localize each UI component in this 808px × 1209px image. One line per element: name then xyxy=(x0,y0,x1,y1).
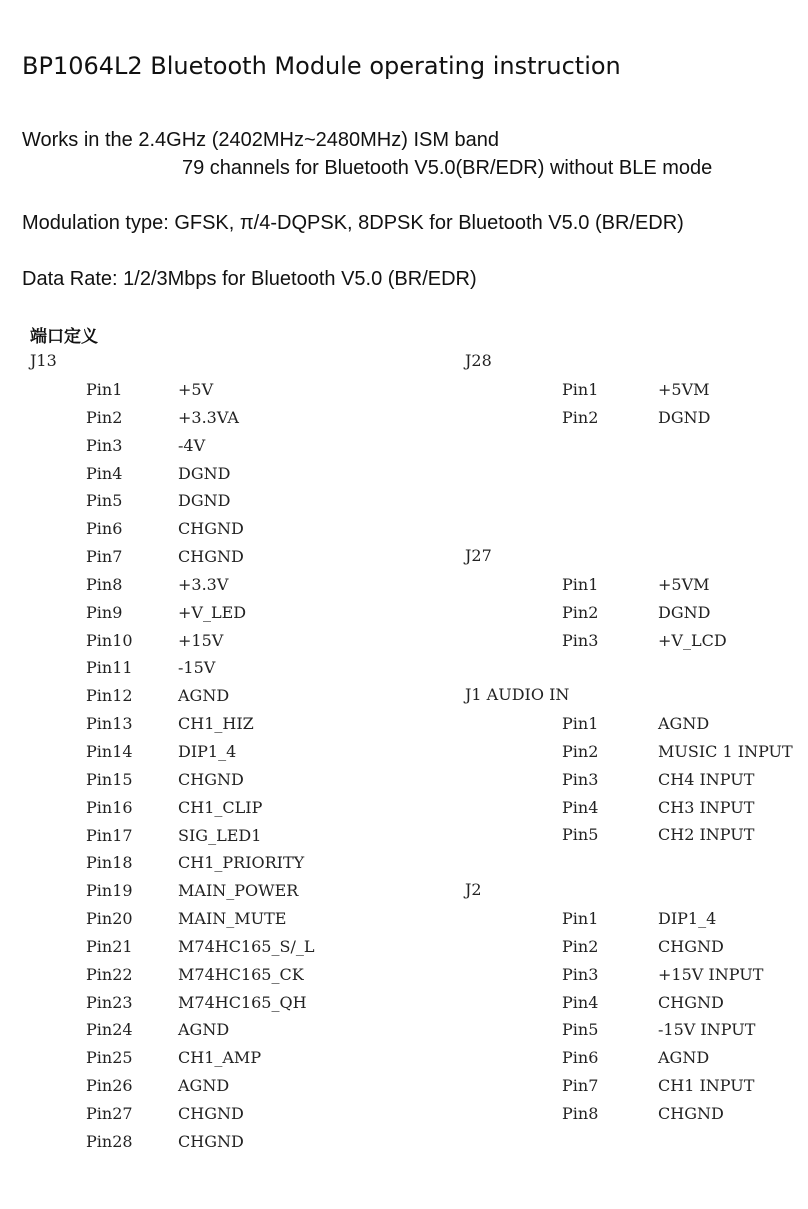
pin-row xyxy=(86,1044,406,1072)
pin-name: Pin27 xyxy=(86,1103,133,1123)
page-title: BP1064L2 Bluetooth Module operating instruction xyxy=(22,52,621,80)
pin-row xyxy=(86,822,406,850)
pin-signal: M74HC165_S/_L xyxy=(178,936,315,956)
pin-name: Pin1 xyxy=(562,380,599,399)
pin-row xyxy=(562,627,802,655)
pin-name: Pin18 xyxy=(86,853,133,873)
pin-name: Pin19 xyxy=(86,881,133,901)
pin-signal: AGND xyxy=(178,686,230,706)
pin-signal: +V_LCD xyxy=(658,630,727,650)
spec-channels: 79 channels for Bluetooth V5.0(BR/EDR) without BLE mode xyxy=(182,157,713,179)
pin-signal: +V_LED xyxy=(178,602,247,622)
pin-signal: -15V xyxy=(178,658,216,678)
pin-row xyxy=(562,738,802,766)
pin-signal: +3.3V xyxy=(178,574,229,594)
spec-band: Works in the 2.4GHz (2402MHz~2480MHz) ISM band xyxy=(22,129,500,151)
pin-name: Pin1 xyxy=(86,380,123,399)
pin-name: Pin3 xyxy=(562,630,599,650)
pin-row xyxy=(86,404,406,432)
pin-row xyxy=(86,543,406,571)
pin-name: Pin22 xyxy=(86,964,133,984)
pin-row xyxy=(562,599,802,627)
pin-signal: CHGND xyxy=(178,519,244,539)
pin-signal: CH1_PRIORITY xyxy=(178,853,305,873)
pin-row xyxy=(86,738,406,766)
pin-row xyxy=(86,515,406,543)
pin-signal: CHGND xyxy=(178,1103,244,1123)
pin-name: Pin4 xyxy=(86,463,123,483)
pin-name: Pin2 xyxy=(562,741,599,761)
pin-name: Pin16 xyxy=(86,797,133,817)
pin-row xyxy=(86,905,406,933)
pin-row xyxy=(86,654,406,682)
connector-label-j13: J13 xyxy=(30,351,57,370)
pin-signal: CH3 INPUT xyxy=(658,797,755,817)
pin-row xyxy=(562,961,802,989)
pin-row xyxy=(562,1072,802,1100)
pin-name: Pin8 xyxy=(562,1103,599,1123)
pin-signal: CHGND xyxy=(658,936,724,956)
pin-row xyxy=(86,877,406,905)
spec-modulation: Modulation type: GFSK, π/4-DQPSK, 8DPSK for Bluetooth V5.0 (BR/EDR) xyxy=(22,212,684,234)
pin-name: Pin26 xyxy=(86,1076,133,1096)
pin-signal: -4V xyxy=(178,435,206,455)
pin-row xyxy=(86,460,406,488)
pin-signal: +15V xyxy=(178,630,224,650)
pin-signal: -15V INPUT xyxy=(658,1020,756,1040)
pin-row xyxy=(86,989,406,1017)
pin-name: Pin2 xyxy=(562,602,599,622)
pin-list-j28 xyxy=(562,376,802,432)
pin-row xyxy=(86,1016,406,1044)
pin-row xyxy=(562,1100,802,1128)
pin-signal: DGND xyxy=(178,463,231,483)
port-definition-heading: 端口定义 xyxy=(30,327,98,347)
pin-signal: CH4 INPUT xyxy=(658,769,755,789)
pin-row xyxy=(562,404,802,432)
pin-signal: +5VM xyxy=(658,380,710,399)
pin-signal: +5V xyxy=(178,380,214,399)
pin-name: Pin5 xyxy=(86,491,123,511)
pin-name: Pin2 xyxy=(562,407,599,427)
pin-name: Pin2 xyxy=(86,407,123,427)
pin-row xyxy=(562,571,802,599)
pin-name: Pin15 xyxy=(86,769,133,789)
pin-row xyxy=(86,487,406,515)
pin-signal: CHGND xyxy=(178,547,244,567)
pin-name: Pin21 xyxy=(86,936,133,956)
pin-row xyxy=(86,627,406,655)
pin-row xyxy=(562,794,802,822)
pin-signal: +3.3VA xyxy=(178,407,239,427)
pin-row xyxy=(86,571,406,599)
pin-row xyxy=(562,376,802,404)
pin-name: Pin4 xyxy=(562,992,599,1012)
pin-row xyxy=(562,905,802,933)
pin-name: Pin1 xyxy=(562,714,599,733)
pin-name: Pin3 xyxy=(86,435,123,455)
pin-row xyxy=(86,1100,406,1128)
pin-signal: DIP1_4 xyxy=(658,909,717,928)
pin-name: Pin25 xyxy=(86,1048,133,1068)
pin-name: Pin1 xyxy=(562,575,599,594)
pin-name: Pin14 xyxy=(86,741,133,761)
pin-name: Pin7 xyxy=(562,1076,599,1096)
pin-row xyxy=(562,766,802,794)
pin-name: Pin2 xyxy=(562,936,599,956)
pin-name: Pin13 xyxy=(86,714,133,734)
pin-row xyxy=(562,710,802,738)
pin-signal: CHGND xyxy=(658,992,724,1012)
pin-row xyxy=(86,849,406,877)
pin-name: Pin12 xyxy=(86,686,133,706)
pin-signal: AGND xyxy=(178,1076,230,1096)
pin-name: Pin7 xyxy=(86,547,123,567)
pin-signal: CH1_CLIP xyxy=(178,797,263,817)
pin-signal: DIP1_4 xyxy=(178,741,237,761)
pin-name: Pin10 xyxy=(86,630,133,650)
pin-list-j2 xyxy=(562,905,802,1128)
connector-label-j2: J2 xyxy=(465,880,482,899)
pin-list-j27 xyxy=(562,571,802,655)
pin-row xyxy=(86,794,406,822)
pin-signal: AGND xyxy=(658,1048,710,1068)
pin-row xyxy=(86,682,406,710)
pin-row xyxy=(86,1072,406,1100)
pin-name: Pin24 xyxy=(86,1020,133,1040)
pin-signal: M74HC165_QH xyxy=(178,992,307,1012)
pin-row xyxy=(86,710,406,738)
spec-data-rate: Data Rate: 1/2/3Mbps for Bluetooth V5.0 (BR/EDR) xyxy=(22,268,477,290)
pin-signal: MUSIC 1 INPUT xyxy=(658,741,793,761)
pin-name: Pin5 xyxy=(562,1020,599,1040)
pin-row xyxy=(86,766,406,794)
connector-label-j27: J27 xyxy=(465,546,492,565)
pin-name: Pin3 xyxy=(562,964,599,984)
pin-signal: AGND xyxy=(178,1020,230,1040)
connector-label-j28: J28 xyxy=(465,351,492,370)
pin-name: Pin3 xyxy=(562,769,599,789)
pin-row xyxy=(86,376,406,404)
pin-signal: CHGND xyxy=(658,1103,724,1123)
pin-name: Pin6 xyxy=(562,1048,599,1068)
pin-name: Pin20 xyxy=(86,909,133,929)
pin-signal: +5VM xyxy=(658,575,710,594)
pin-signal: CHGND xyxy=(178,1131,244,1151)
pin-signal: CH1_HIZ xyxy=(178,714,254,734)
pin-row xyxy=(562,821,802,849)
pin-signal: SIG_LED1 xyxy=(178,825,262,845)
pin-signal: CH1 INPUT xyxy=(658,1076,755,1096)
pin-signal: CH1_AMP xyxy=(178,1048,262,1068)
pin-name: Pin23 xyxy=(86,992,133,1012)
pin-name: Pin4 xyxy=(562,797,599,817)
pin-signal: CHGND xyxy=(178,769,244,789)
pin-signal: MAIN_POWER xyxy=(178,881,299,901)
pin-row xyxy=(562,933,802,961)
pin-row xyxy=(86,432,406,460)
pin-row xyxy=(562,989,802,1017)
pin-signal: DGND xyxy=(658,407,711,427)
pin-name: Pin6 xyxy=(86,519,123,539)
pin-name: Pin28 xyxy=(86,1131,133,1151)
pin-name: Pin9 xyxy=(86,602,123,622)
pin-name: Pin11 xyxy=(86,658,133,678)
pin-signal: DGND xyxy=(658,602,711,622)
pin-signal: CH2 INPUT xyxy=(658,825,755,845)
pin-row xyxy=(86,1128,406,1156)
pin-name: Pin1 xyxy=(562,909,599,928)
pin-list-j1 xyxy=(562,710,802,849)
pin-row xyxy=(86,961,406,989)
pin-row xyxy=(562,1016,802,1044)
pin-signal: M74HC165_CK xyxy=(178,964,304,984)
pin-row xyxy=(86,599,406,627)
pin-list-j13 xyxy=(86,376,406,1156)
pin-signal: AGND xyxy=(658,714,710,733)
pin-signal: DGND xyxy=(178,491,231,511)
pin-signal: +15V INPUT xyxy=(658,964,764,984)
connector-label-j1: J1 AUDIO IN xyxy=(465,685,570,704)
pin-name: Pin17 xyxy=(86,825,133,845)
pin-row xyxy=(86,933,406,961)
pin-name: Pin5 xyxy=(562,825,599,845)
pin-row xyxy=(562,1044,802,1072)
pin-signal: MAIN_MUTE xyxy=(178,909,287,929)
pin-name: Pin8 xyxy=(86,574,123,594)
